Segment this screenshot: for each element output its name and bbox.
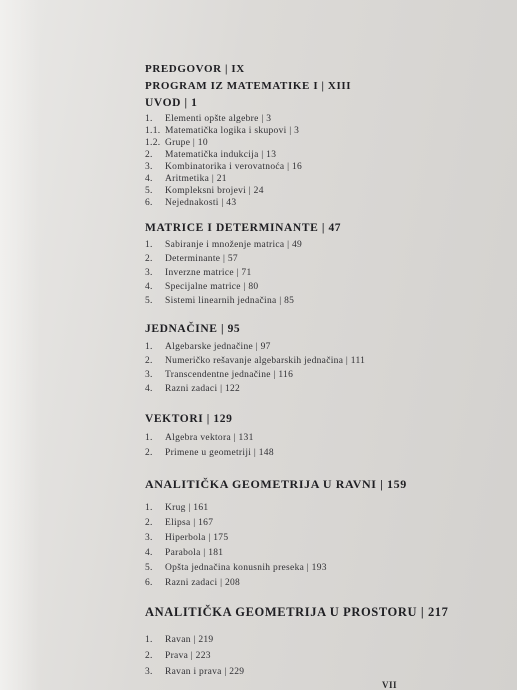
entry-number: 2. <box>145 518 153 528</box>
toc-entry <box>145 174 227 184</box>
toc-entry <box>145 162 302 172</box>
toc-entry <box>145 150 276 160</box>
toc-entry <box>145 268 252 278</box>
toc-entry <box>145 563 327 573</box>
toc-entry <box>145 635 213 645</box>
entry-title: Specijalne matrice | 80 <box>165 282 259 292</box>
entry-number: 4. <box>145 548 153 558</box>
entry-number: 4. <box>145 174 153 184</box>
toc-entry <box>145 667 244 677</box>
entry-number: 4. <box>145 384 153 394</box>
toc-heading-program: PROGRAM IZ MATEMATIKE I | XIII <box>145 80 352 92</box>
entry-number: 1. <box>145 503 153 513</box>
entry-number: 1. <box>145 342 153 352</box>
entry-title: Parabola | 181 <box>165 548 224 558</box>
entry-title: Elementi opšte algebre | 3 <box>165 114 272 124</box>
section-heading-geometrija-ravni: ANALITIČKA GEOMETRIJA U RAVNI | 159 <box>145 477 407 491</box>
section-heading-uvod: UVOD | 1 <box>145 97 198 109</box>
entry-number: 5. <box>145 186 153 196</box>
entry-title: Aritmetika | 21 <box>165 174 227 184</box>
entry-title: Algebarske jednačine | 97 <box>165 342 271 352</box>
entry-number: 4. <box>145 282 153 292</box>
toc-entry <box>145 240 302 250</box>
page-number: VII <box>382 680 398 690</box>
toc-heading-preface: PREDGOVOR | IX <box>145 63 245 75</box>
entry-title: Elipsa | 167 <box>165 518 214 528</box>
entry-number: 3. <box>145 268 153 278</box>
entry-title: Matematička indukcija | 13 <box>165 150 277 160</box>
toc-entry <box>145 370 293 380</box>
entry-title: Numeričko rešavanje algebarskih jednačina | 111 <box>165 356 366 366</box>
entry-title: Kombinatorika i verovatnoća | 16 <box>165 162 303 172</box>
entry-number: 3. <box>145 162 153 172</box>
toc-entry <box>145 138 208 148</box>
entry-number: 2. <box>145 651 153 661</box>
toc-entry <box>145 296 294 306</box>
toc-entry <box>145 503 208 513</box>
toc-entry <box>145 282 258 292</box>
toc-entry <box>145 518 213 528</box>
entry-number: 3. <box>145 370 153 380</box>
entry-title: Grupe | 10 <box>165 138 208 148</box>
entry-title: Ravan i prava | 229 <box>165 667 245 677</box>
section-heading-matrice: MATRICE I DETERMINANTE | 47 <box>145 222 342 234</box>
toc-entry <box>145 533 228 543</box>
entry-number: 3. <box>145 533 153 543</box>
entry-title: Kompleksni brojevi | 24 <box>165 186 264 196</box>
entry-title: Razni zadaci | 208 <box>165 578 241 588</box>
toc-entry <box>145 578 240 588</box>
entry-title: Transcendentne jednačine | 116 <box>165 370 294 380</box>
entry-number: 5. <box>145 563 153 573</box>
entry-number: 2. <box>145 356 153 366</box>
entry-title: Primene u geometriji | 148 <box>165 448 274 458</box>
entry-number: 3. <box>145 667 153 677</box>
entry-title: Sabiranje i množenje matrica | 49 <box>165 240 303 250</box>
toc-entry <box>145 356 365 366</box>
entry-number: 2. <box>145 448 153 458</box>
entry-number: 2. <box>145 150 153 160</box>
entry-title: Opšta jednačina konusnih preseka | 193 <box>165 563 327 573</box>
entry-title: Nejednakosti | 43 <box>165 198 237 208</box>
entry-number: 1. <box>145 240 153 250</box>
toc-entry <box>145 433 254 443</box>
section-heading-jednacine: JEDNAČINE | 95 <box>145 323 241 335</box>
entry-title: Razni zadaci | 122 <box>165 384 241 394</box>
entry-number: 1.2. <box>145 138 161 148</box>
toc-entry <box>145 186 264 196</box>
toc-entry <box>145 384 240 394</box>
entry-number: 6. <box>145 578 153 588</box>
entry-title: Hiperbola | 175 <box>165 533 229 543</box>
toc-entry <box>145 548 223 558</box>
toc-entry <box>145 254 238 264</box>
entry-number: 1. <box>145 635 153 645</box>
entry-title: Ravan | 219 <box>165 635 214 645</box>
entry-title: Inverzne matrice | 71 <box>165 268 252 278</box>
entry-title: Sistemi linearnih jednačina | 85 <box>165 296 295 306</box>
entry-title: Determinante | 57 <box>165 254 238 264</box>
entry-number: 5. <box>145 296 153 306</box>
entry-number: 1. <box>145 114 153 124</box>
toc-entry <box>145 198 236 208</box>
toc-entry <box>145 114 271 124</box>
toc-entry <box>145 342 271 352</box>
entry-number: 1. <box>145 433 153 443</box>
entry-number: 1.1. <box>145 126 161 136</box>
entry-title: Krug | 161 <box>165 503 209 513</box>
entry-title: Algebra vektora | 131 <box>165 433 254 443</box>
entry-title: Matematička logika i skupovi | 3 <box>165 126 300 136</box>
entry-title: Prava | 223 <box>165 651 211 661</box>
toc-entry <box>145 126 299 136</box>
toc-entry <box>145 651 211 661</box>
entry-number: 2. <box>145 254 153 264</box>
toc-entry <box>145 448 274 458</box>
entry-number: 6. <box>145 198 153 208</box>
section-heading-vektori: VEKTORI | 129 <box>145 413 233 425</box>
section-heading-geometrija-prostoru: ANALITIČKA GEOMETRIJA U PROSTORU | 217 <box>145 605 449 619</box>
